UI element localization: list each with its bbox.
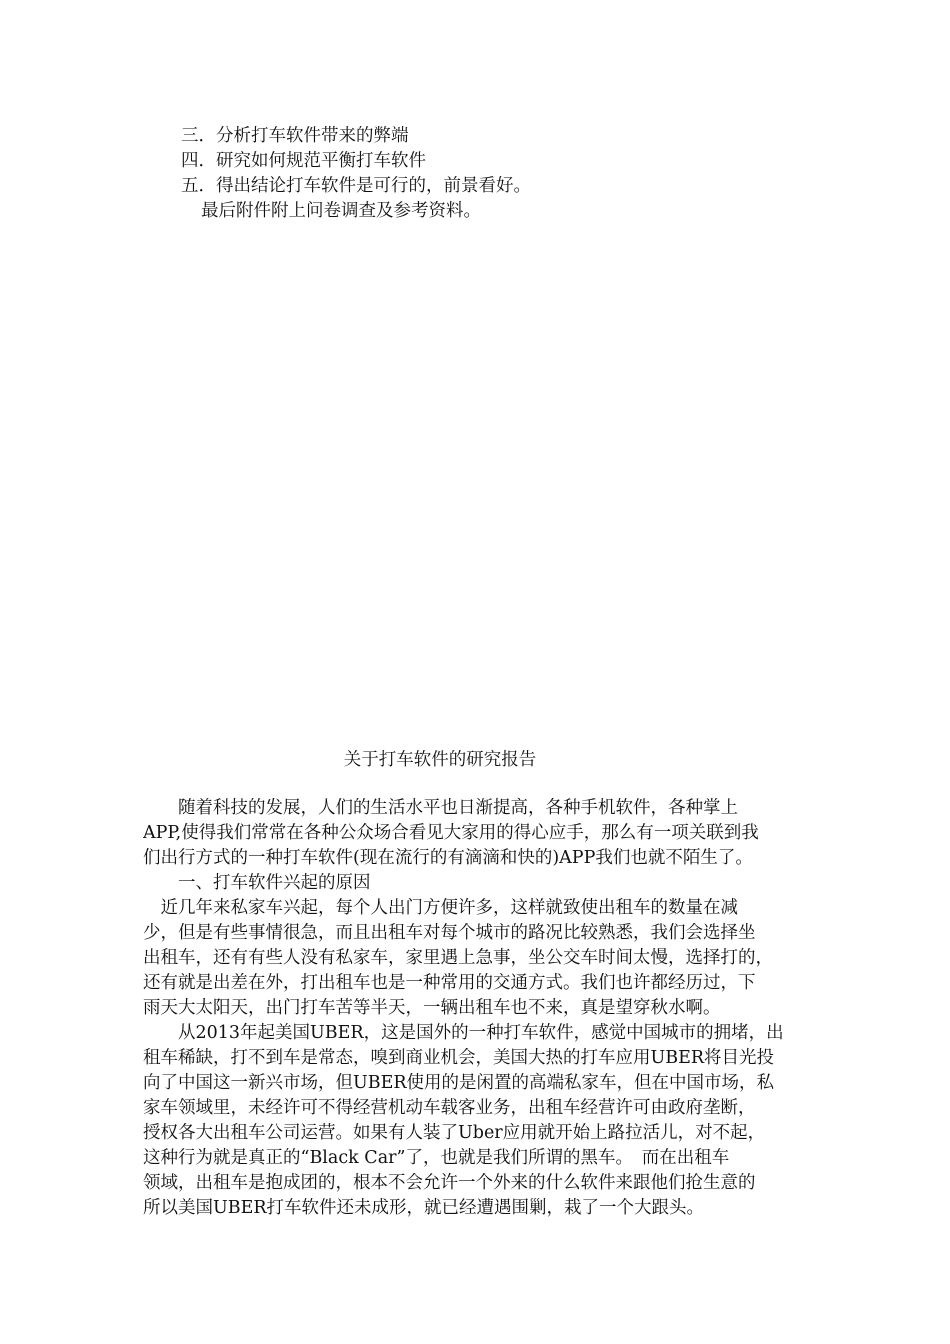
paragraph-line: 这种行为就是真正的“Black Car”了，也就是我们所谓的黑车。 而在出租车: [143, 1148, 730, 1168]
paragraph-line: 向了中国这一新兴市场，但UBER使用的是闲置的高端私家车，但在中国市场，私: [143, 1073, 775, 1093]
paragraph-line: 近几年来私家车兴起，每个人出门方便许多，这样就致使出租车的数量在减: [143, 898, 738, 918]
paragraph-line: 随着科技的发展，人们的生活水平也日渐提高，各种手机软件，各种掌上: [143, 798, 738, 818]
paragraph-line: 少，但是有些事情很急，而且出租车对每个城市的路况比较熟悉，我们会选择坐: [143, 923, 756, 943]
paragraph-line: 领域，出租车是抱成团的，根本不会允许一个外来的什么软件来跟他们抢生意的: [143, 1173, 756, 1193]
appendix-note: 最后附件附上问卷调查及参考资料。: [201, 201, 481, 221]
paragraph-line: 授权各大出租车公司运营。如果有人装了Uber应用就开始上路拉活儿，对不起，: [143, 1123, 766, 1143]
paragraph-line: 出租车，还有有些人没有私家车，家里遇上急事，坐公交车时间太慢，选择打的，: [143, 948, 773, 968]
paragraph-line: 还有就是出差在外，打出租车也是一种常用的交通方式。我们也许都经历过，下: [143, 973, 756, 993]
paragraph-line: 从2013年起美国UBER，这是国外的一种打车软件，感觉中国城市的拥堵，出: [143, 1023, 784, 1043]
outline-item-4: 四．研究如何规范平衡打车软件: [181, 151, 426, 171]
paragraph-line: APP,使得我们常常在各种公众场合看见大家用的得心应手，那么有一项关联到我: [143, 823, 759, 843]
outline-item-5: 五．得出结论打车软件是可行的，前景看好。: [181, 176, 531, 196]
paragraph-line: 租车稀缺，打不到车是常态，嗅到商业机会，美国大热的打车应用UBER将目光投: [143, 1048, 775, 1068]
paragraph-line: 家车领域里，未经许可不得经营机动车载客业务，出租车经营许可由政府垄断，: [143, 1098, 756, 1118]
paragraph-line: 们出行方式的一种打车软件(现在流行的有滴滴和快的)APP我们也就不陌生了。: [143, 848, 753, 868]
report-title: [0, 748, 950, 772]
paragraph-line: 所以美国UBER打车软件还未成形，就已经遭遇围剿，栽了一个大跟头。: [143, 1198, 705, 1218]
section-heading: 一、打车软件兴起的原因: [143, 873, 371, 893]
paragraph-line: 雨天大太阳天，出门打车苦等半天，一辆出租车也不来，真是望穿秋水啊。: [143, 998, 721, 1018]
report-title-text: 关于打车软件的研究报告: [343, 750, 537, 770]
outline-item-3: 三．分析打车软件带来的弊端: [181, 126, 409, 146]
